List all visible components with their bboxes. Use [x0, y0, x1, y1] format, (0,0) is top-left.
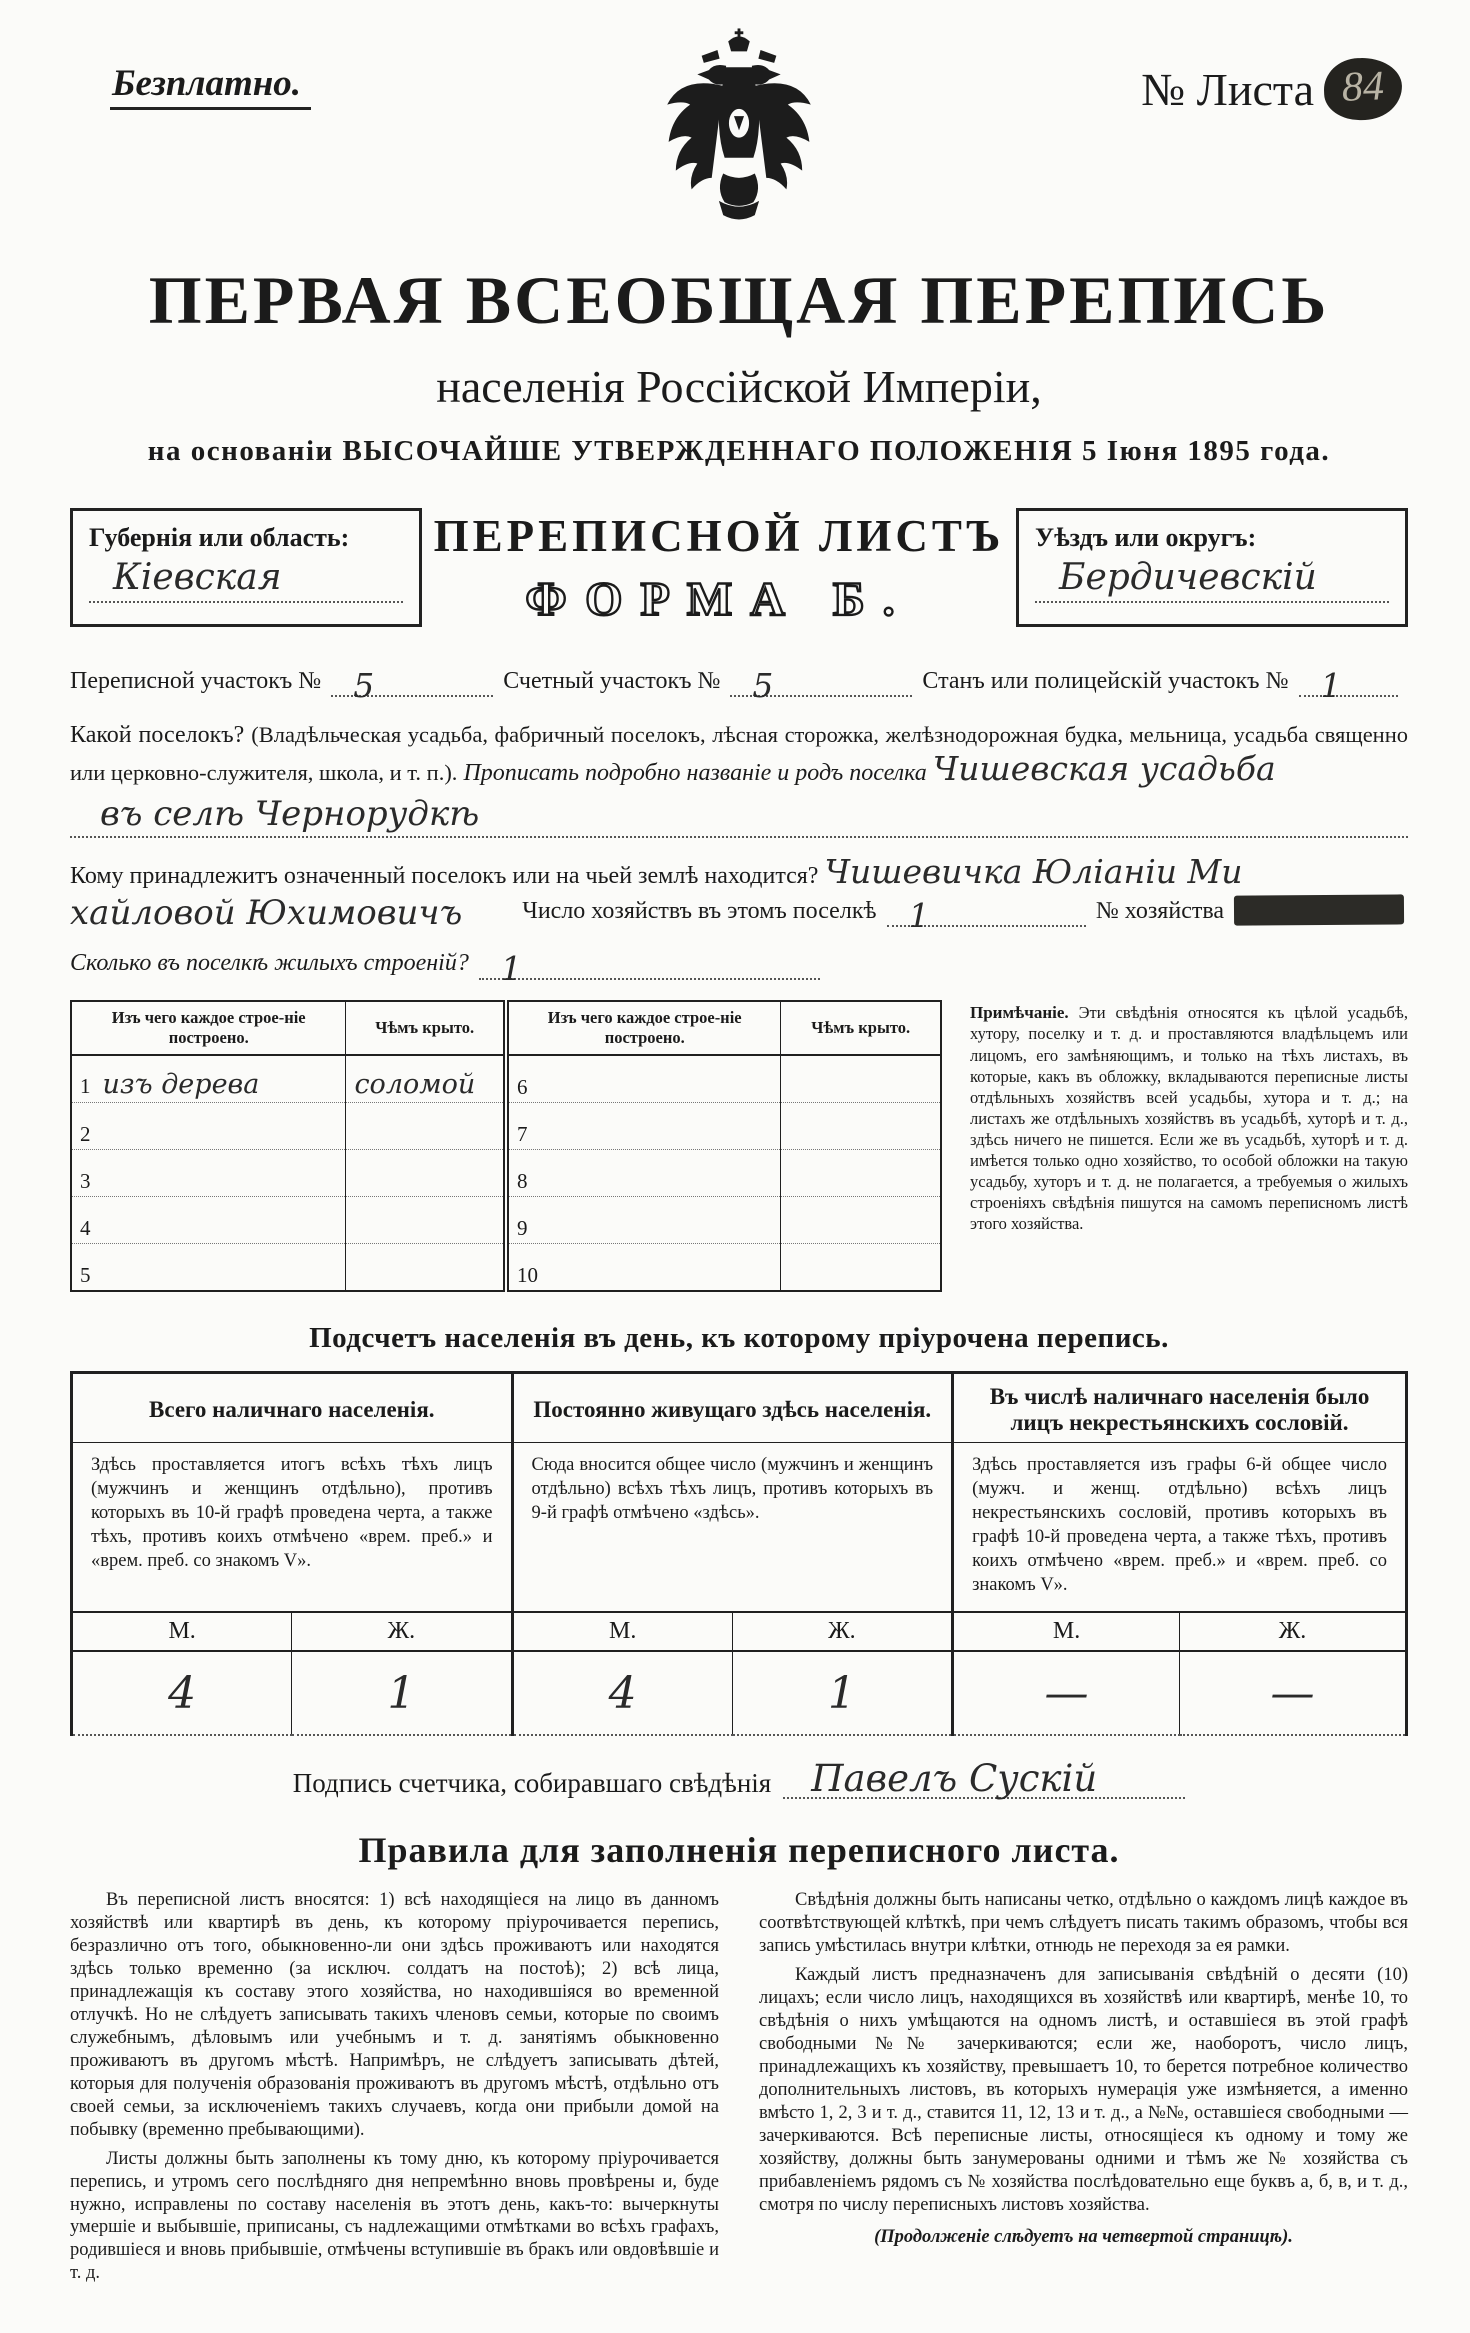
row-number: 2: [80, 1121, 91, 1146]
uezd-value: Бердичевскій: [1035, 557, 1389, 603]
row-number: 1: [80, 1073, 91, 1098]
rules-right-column: [759, 1889, 1408, 2291]
female-label: Ж.: [1180, 1612, 1407, 1651]
note-title: Примѣчаніе.: [970, 1002, 1069, 1022]
permanent-female-value: 1: [732, 1651, 952, 1735]
rules-columns: [70, 1889, 1408, 2291]
imperial-eagle-emblem: [660, 28, 818, 235]
settlement-value-line2: въ селѣ Чернорудкѣ: [100, 793, 480, 834]
building-cell: [346, 1055, 506, 1103]
signature-label: Подпись счетчика, собиравшаго свѣдѣнія: [292, 1768, 772, 1799]
gubernia-box: [70, 508, 422, 627]
rules-left-column: [70, 1889, 719, 2291]
households-line: [70, 893, 1408, 936]
col-roof-left: Чѣмъ крыто.: [346, 1001, 506, 1055]
page-header: [70, 28, 1408, 235]
legal-basis-line: на основаніи ВЫСОЧАЙШЕ УТВЕРЖДЕННАГО ПОЛОЖЕНІЯ 5 Іюня 1895 года.: [147, 435, 1331, 467]
main-title: ПЕРВАЯ ВСЕОБЩАЯ ПЕРЕПИСЬ: [148, 262, 1330, 338]
building-table: [70, 1000, 942, 1292]
uezd-box: [1016, 508, 1408, 627]
building-cell: [506, 1055, 781, 1103]
building-cell: [346, 1149, 506, 1196]
population-values-row: [72, 1651, 1407, 1735]
building-cell: [506, 1196, 781, 1243]
form-title: ПЕРЕПИСНОЙ ЛИСТЪ: [433, 511, 1005, 561]
settlement-q-label: Какой поселокъ?: [70, 722, 245, 749]
census-precinct-field: [331, 666, 493, 706]
dwellings-line: [70, 947, 830, 988]
sheet-number: [1141, 58, 1402, 120]
building-cell: [781, 1102, 941, 1149]
header-boxes: [70, 508, 1408, 627]
households-value: 1: [908, 896, 930, 936]
owner-q-label: Кому принадлежитъ означенный поселокъ или на чьей землѣ находится?: [70, 862, 819, 889]
building-cell: [346, 1102, 506, 1149]
pop-col2-title: Постоянно живущаго здѣсь населенія.: [512, 1372, 953, 1442]
subtitle: населенія Россійской Имперіи,: [436, 361, 1042, 412]
building-cell: [781, 1243, 941, 1291]
note-text: Эти свѣдѣнія относятся къ цѣлой усадьбѣ, хутору, поселку и т. д. и проставляются владѣльцемъ или лицомъ, его замѣняющимъ, и только на тѣхъ листахъ, въ которые, какъ въ обложку, вкладываются переписные листы отдѣльныхъ хозяйствъ всей усадьбы, хутора и т. д.; на листахъ же отдѣльныхъ хозяйствъ въ усадьбѣ, хуторѣ и т. д., здѣсь ничего не пишется. Если же въ усадьбѣ, хуторѣ и т. д. имѣется только одно хозяйство, то особой обложки на такую усадьбу, хуторъ и т. д. не полагается, а требуемыя о жилыхъ строеніяхъ свѣдѣнія пишутся на самомъ переписномъ листѣ этого хозяйства.: [970, 1002, 1408, 1234]
building-row: [71, 1055, 941, 1103]
imperial-eagle-icon: [660, 28, 818, 230]
col-material-right: Изъ чего каждое строе-ніе построено.: [506, 1001, 781, 1055]
rules-paragraph: Свѣдѣнія должны быть написаны четко, отдѣльно о каждомъ лицѣ каждое въ соотвѣтствующей клѣткѣ, при чемъ слѣдуетъ писать такимъ образомъ, чтобы вся запись умѣстилась внутри клѣтки, отнюдь не переходя за ея рамки.: [759, 1890, 1408, 1957]
owner-value-line1: Чишевичка Юліаніи Ми: [824, 851, 1243, 891]
row-number: 8: [516, 1168, 528, 1193]
row-number: 5: [80, 1262, 91, 1287]
form-title-block: [422, 508, 1016, 627]
free-of-charge-label: Безплатно.: [110, 62, 311, 110]
row-number: 10: [516, 1262, 538, 1287]
stan-field: [1299, 666, 1399, 706]
pop-col3-title: Въ числѣ наличнаго населенія было лицъ некрестьянскихъ сословій.: [953, 1372, 1407, 1442]
row-number: 4: [80, 1215, 91, 1240]
building-row: [71, 1196, 941, 1243]
building-row: [71, 1149, 941, 1196]
stan-label: Станъ или полицейскій участокъ №: [922, 668, 1289, 694]
gubernia-label: Губернія или область:: [89, 523, 350, 552]
households-field: [887, 896, 1086, 936]
building-cell: [781, 1055, 941, 1103]
building-row: [71, 1243, 941, 1291]
building-cell: [781, 1196, 941, 1243]
continuation-note: (Продолженіе слѣдуетъ на четвертой страницѣ).: [874, 2227, 1293, 2248]
precinct-line: [70, 665, 1408, 706]
pop-col3-desc: Здѣсь проставляется изъ графы 6-й общее число (мужч. и женщ. отдѣльно) всѣхъ лицъ некрестьянскихъ сословій, противъ которыхъ въ графѣ 10-й проведена черта, а также тѣхъ, противъ коихъ отмѣчено «врем. преб.» и «врем. преб. со знакомъ V».: [953, 1442, 1407, 1612]
form-letter: ФОРМА Б.: [525, 573, 913, 626]
building-row: [71, 1102, 941, 1149]
row-number: 6: [516, 1074, 528, 1099]
owner-question: [70, 851, 1408, 895]
settlement-question: [70, 717, 1408, 791]
building-cell: [71, 1243, 346, 1291]
row-number: 9: [516, 1215, 528, 1240]
dwellings-value: 1: [500, 948, 522, 988]
building-cell: [71, 1055, 346, 1103]
col-roof-right: Чѣмъ крыто.: [781, 1001, 941, 1055]
dwellings-label: Сколько въ поселкѣ жилыхъ строеній?: [70, 950, 469, 977]
pop-col1-desc: Здѣсь проставляется итогъ всѣхъ тѣхъ лицъ (мужчинъ и женщинъ отдѣльно), противъ которыхъ въ 10-й графѣ проведена черта, а также тѣхъ, противъ коихъ отмѣчено «врем. преб.» и «врем. преб. со знакомъ V».: [72, 1442, 513, 1612]
population-mzh-row: [72, 1612, 1407, 1651]
stan-value: 1: [1320, 666, 1342, 706]
building-cell: [71, 1196, 346, 1243]
building-cell: [781, 1149, 941, 1196]
rules-paragraph: Каждый листъ предназначенъ для записыванія свѣдѣній о десяти (10) лицахъ; если число лицъ, находящихся въ хозяйствѣ или квартирѣ, менѣе 10, то свѣдѣнія о нихъ умѣщаются на одномъ листѣ, и оставшіеся въ этой графѣ свободными №№ зачеркиваются; если же, наоборотъ, число лицъ, принадлежащихъ къ хозяйству, превышаетъ 10, то берется потребное количество дополнительныхъ листовъ, въ которыхъ нумерація уже измѣняется, а именно вмѣсто 1, 2, 3 и т. д., ставится 11, 12, 13 и т. д., а №№, оставшіеся свободными — зачеркиваются. Всѣ переписные листы, относящіеся къ одному и тому же хозяйству, должны быть занумерованы одними и тѣмъ же № хозяйства съ прибавленіемъ рядомъ съ № хозяйства послѣдовательно еще буквъ а, б, в, и т. д., смотря по числу переписныхъ листовъ хозяйства.: [759, 1965, 1408, 2215]
building-cell: [506, 1243, 781, 1291]
building-cell: [346, 1243, 506, 1291]
total-female-value: 1: [292, 1651, 512, 1735]
female-label: Ж.: [732, 1612, 952, 1651]
sheet-number-label: № Листа: [1141, 63, 1314, 115]
count-precinct-value: 5: [752, 666, 774, 706]
count-precinct-field: [730, 666, 912, 706]
count-precinct-label: Счетный участокъ №: [503, 668, 721, 694]
building-cell: [506, 1149, 781, 1196]
pop-col2-desc: Сюда вносится общее число (мужчинъ и женщинъ отдѣльно) всѣхъ тѣхъ лицъ, противъ которыхъ въ 9-й графѣ отмѣчено «здѣсь».: [512, 1442, 953, 1612]
building-cell: [506, 1102, 781, 1149]
rules-paragraph: Листы должны быть заполнены къ тому дню, къ которому пріурочивается перепись, и утромъ сего послѣдняго дня непремѣнно вновь провѣрены и, буде нужно, исправлены по составу населенія въ этотъ день, какъ-то: вычеркнуты умершіе и выбывшіе, приписаны, съ надлежащими отмѣтками во всѣхъ графахъ, родившіеся и вновь прибывшіе, отмѣчены вступившіе въ бракъ или овдовѣвшіе и т. д.: [70, 2148, 719, 2284]
sheet-number-value: 84: [1323, 57, 1403, 122]
rules-paragraph: Въ переписной листъ вносятся: 1) всѣ находящіеся на лицо въ данномъ хозяйствѣ или квартирѣ въ день, къ которому пріурочивается перепись, безразлично отъ того, обыкновенно-ли они здѣсь проживаютъ или находятся здѣсь только временно (за исключ. солдатъ на постоѣ); 2) всѣ лица, принадлежащія къ составу этого хозяйства, но находившіяся во временной отлучкѣ. Но не слѣдуетъ записывать такихъ членовъ семьи, которые по своимъ служебнымъ, дѣловымъ или учебнымъ и т. д. занятіямъ обыкновенно проживаютъ въ другомъ мѣстѣ. Напримѣръ, не слѣдуетъ записывать дѣтей, которыя для полученія образованія проживаютъ въ другомъ мѣстѣ, отдѣльно отъ своей семьи, за исключеніемъ такихъ случаевъ, когда они прибыли домой на побывку (временно пребывающими).: [70, 1890, 719, 2140]
household-number-label: № хозяйства: [1095, 897, 1224, 924]
gubernia-value: Кіевская: [89, 557, 403, 603]
male-label: М.: [72, 1612, 292, 1651]
dwellings-field: [479, 948, 820, 988]
female-label: Ж.: [292, 1612, 512, 1651]
nonpeasant-female-value: —: [1180, 1651, 1407, 1735]
rules-heading: Правила для заполненія переписного листа.: [358, 1830, 1120, 1871]
census-precinct-label: Переписной участокъ №: [70, 668, 322, 694]
male-label: М.: [512, 1612, 732, 1651]
material-value: изъ дерева: [102, 1068, 260, 1100]
population-desc-row: [72, 1442, 1407, 1612]
enumerator-signature: Павелъ Сускій: [783, 1762, 1185, 1799]
settlement-value-line1: Чишевская усадьба: [932, 748, 1276, 788]
uezd-label: Уѣздъ или округъ:: [1035, 523, 1257, 552]
building-cell: [346, 1196, 506, 1243]
building-cell: [71, 1149, 346, 1196]
male-label: М.: [953, 1612, 1180, 1651]
settlement-value-field: [70, 794, 1408, 838]
households-label: Число хозяйствъ въ этомъ поселкѣ: [522, 897, 877, 924]
building-table-header: [71, 1001, 941, 1055]
building-cell: [71, 1102, 346, 1149]
total-male-value: 4: [72, 1651, 292, 1735]
note-block: [970, 1000, 1408, 1292]
census-precinct-value: 5: [353, 666, 375, 706]
population-table: [70, 1371, 1408, 1736]
owner-value-line2: хайловой Юхимовичъ: [70, 893, 463, 934]
col-material-left: Изъ чего каждое строе-ніе построено.: [71, 1001, 346, 1055]
pop-col1-title: Всего наличнаго населенія.: [72, 1372, 513, 1442]
ink-blackout: [1234, 895, 1404, 926]
nonpeasant-male-value: —: [953, 1651, 1180, 1735]
settlement-instruction: Прописать подробно названіе и родъ поселка: [463, 759, 927, 786]
population-heading: Подсчетъ населенія въ день, къ которому пріурочена перепись.: [309, 1321, 1169, 1354]
settlement-parenthetical: (Владѣльческая усадьба, фабричный поселокъ, лѣсная сторожка, желѣзнодорожная будка, мельница, усадьба священно или церковно-служителя, школа, и т. п.).: [70, 722, 1409, 785]
roof-value: соломой: [354, 1068, 476, 1100]
population-title-row: [72, 1372, 1407, 1442]
row-number: 3: [80, 1168, 91, 1193]
row-number: 7: [516, 1121, 528, 1146]
permanent-male-value: 4: [512, 1651, 732, 1735]
buildings-section: [70, 1000, 1408, 1292]
signature-row: [70, 1757, 1408, 1801]
